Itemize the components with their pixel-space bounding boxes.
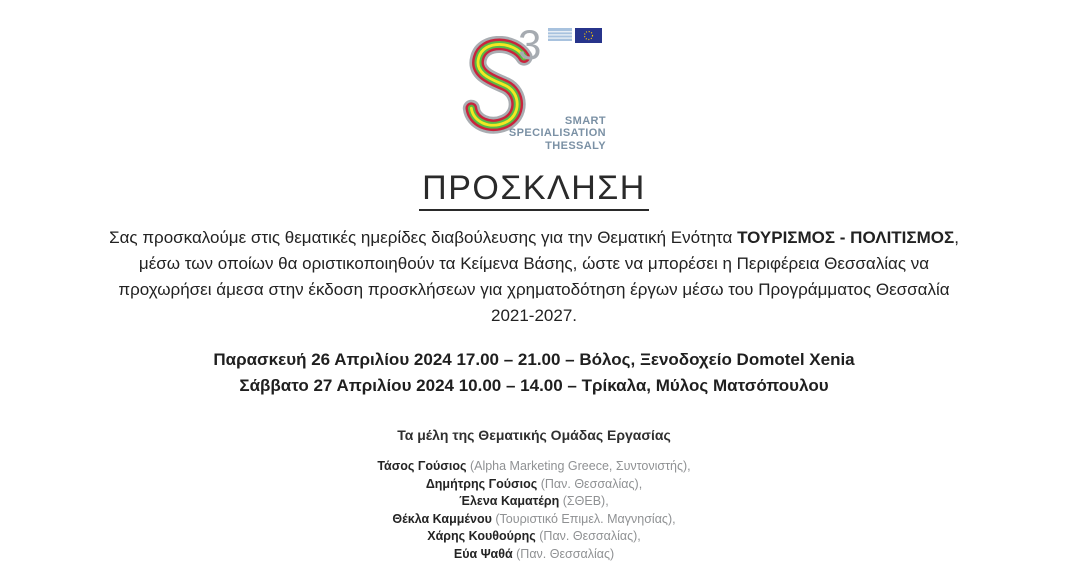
- page-title: ΠΡΟΣΚΛΗΣΗ: [419, 170, 649, 211]
- member-affiliation: (Παν. Θεσσαλίας): [512, 546, 615, 561]
- flags: [548, 28, 602, 43]
- member-row: [0, 528, 1068, 546]
- member-affiliation: (Τουριστικό Επιμελ. Μαγνησίας),: [491, 511, 676, 526]
- member-affiliation: (Παν. Θεσσαλίας),: [537, 476, 643, 491]
- title-section: [0, 170, 1068, 211]
- intro-line-3: προχωρήσει άμεσα στην έκδοση προσκλήσεων για χρηματοδότηση έργων μέσω του Προγράμματος Θεσσαλία: [118, 280, 950, 299]
- member-affiliation: (ΣΘΕΒ),: [559, 494, 609, 508]
- intro-line-4: 2021-2027.: [490, 306, 578, 325]
- schedule-line-volos: Παρασκευή 26 Απριλίου 2024 17.00 – 21.00 – Βόλος, Ξενοδοχείο Domotel Xenia: [213, 350, 855, 369]
- greece-flag-icon: [548, 28, 572, 41]
- member-affiliation: (Alpha Marketing Greece, Συντονιστής),: [466, 459, 691, 473]
- member-name: Εύα Ψαθά: [453, 546, 513, 561]
- member-name: Έλενα Καματέρη: [459, 494, 560, 508]
- member-row: [0, 458, 1068, 476]
- tagline-line: THESSALY: [545, 139, 606, 152]
- member-row: [0, 546, 1068, 564]
- s3-thessaly-logo: [462, 21, 606, 154]
- member-affiliation: (Παν. Θεσσαλίας),: [535, 529, 641, 543]
- member-name: Θέκλα Καμμένου: [392, 511, 492, 526]
- intro-line-1-tail: ,: [954, 228, 959, 247]
- member-row: [0, 493, 1068, 511]
- member-name: Τάσος Γούσιος: [377, 459, 467, 473]
- committee-members-list: [0, 458, 1068, 563]
- member-name: Δημήτρης Γούσιος: [425, 476, 538, 491]
- intro-line-1-bold: ΤΟΥΡΙΣΜΟΣ - ΠΟΛΙΤΙΣΜΟΣ: [737, 228, 955, 247]
- intro-paragraph: [0, 225, 1068, 329]
- tagline-line: SMART: [564, 114, 606, 127]
- member-row: [0, 511, 1068, 529]
- intro-line-1-text: Σας προσκαλούμε στις θεματικές ημερίδες διαβούλευσης για την Θεματική Ενότητα: [109, 228, 738, 247]
- member-row: [0, 476, 1068, 494]
- s3-logo-superscript: 3: [518, 21, 542, 68]
- schedule-line-trikala: Σάββατο 27 Απριλίου 2024 10.00 – 14.00 – Τρίκαλα, Μύλος Ματσόπουλου: [239, 376, 829, 395]
- member-name: Χάρης Κουθούρης: [427, 529, 536, 543]
- tagline-line: SPECIALISATION: [508, 127, 606, 139]
- logo-tagline: [509, 115, 606, 153]
- event-schedule: [0, 347, 1068, 399]
- intro-line-1: [0, 225, 1068, 251]
- eu-flag-icon: [575, 28, 602, 43]
- intro-line-2: μέσω των οποίων θα οριστικοποιηθούν τα Κείμενα Βάσης, ώστε να μπορέσει η Περιφέρεια Θεσσαλίας να: [138, 254, 930, 273]
- committee-heading: Τα μέλη της Θεματικής Ομάδας Εργασίας: [397, 427, 671, 443]
